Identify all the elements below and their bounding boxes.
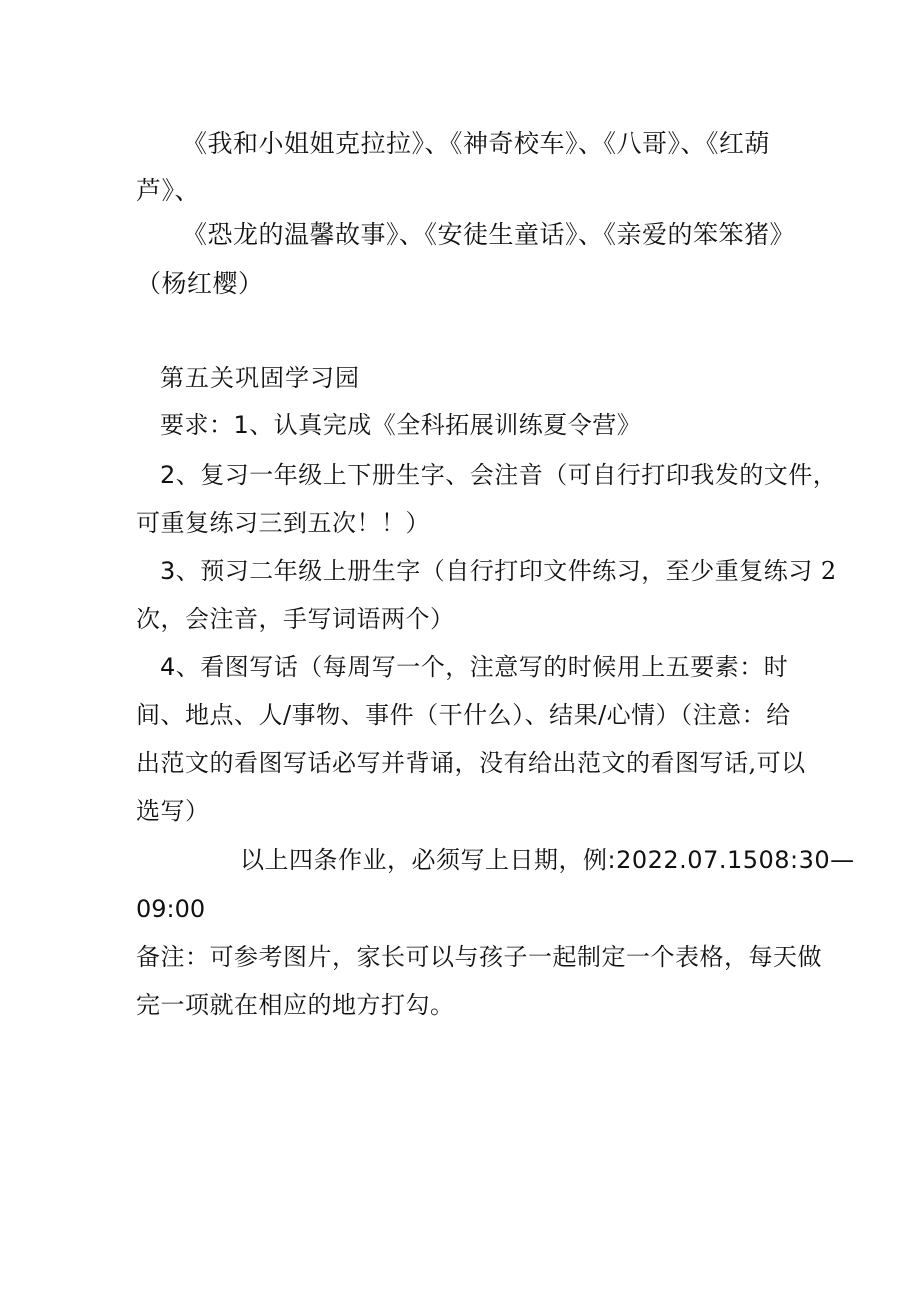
requirement-2-cont: 可重复练习三到五次！！） (136, 509, 430, 537)
requirement-1 (160, 413, 641, 437)
requirement-4-number: 4 (160, 653, 176, 681)
remark-line-1: 备注：可参考图片，家长可以与孩子一起制定一个表格，每天做 (136, 943, 822, 971)
requirement-1-number: 1 (233, 411, 250, 439)
requirement-4-cont-1: 间、地点、人/事物、事件（干什么）、结果/心情）（注意：给 (136, 701, 791, 729)
book-list-line-2: 《恐龙的温馨故事》、《安徒生童话》、《亲爱的笨笨猪》 (182, 220, 796, 249)
date-example: :2022.07.1508:30— (607, 846, 855, 874)
requirement-4 (160, 655, 788, 679)
requirement-2 (160, 463, 837, 487)
requirement-1-text: 、认真完成《全科拓展训练夏令营》 (249, 411, 642, 439)
requirement-3-number: 3 (160, 557, 176, 585)
requirement-4-text: 、看图写话（每周写一个，注意写的时候用上五要素：时 (175, 653, 789, 681)
date-example-cont: 09:00 (136, 895, 206, 923)
requirement-4-cont-2: 出范文的看图写话必写并背诵，没有给出范文的看图写话,可以 (136, 749, 806, 777)
requirement-3-cont: 次，会注音，手写词语两个） (136, 605, 455, 633)
requirement-2-text: 、复习一年级上下册生字、会注音（可自行打印我发的文件， (175, 461, 838, 489)
date-note-text: 以上四条作业，必须写上日期，例 (240, 846, 608, 874)
book-list-author: （杨红樱） (136, 269, 264, 298)
requirement-prefix: 要求： (160, 411, 234, 439)
requirement-4-cont-3: 选写） (136, 797, 210, 825)
remark-line-2: 完一项就在相应的地方打勾。 (136, 991, 455, 1019)
book-list-line-1: 《我和小姐姐克拉拉》、《神奇校车》、《八哥》、《红葫 (182, 129, 771, 158)
requirement-3 (160, 559, 837, 583)
book-list-line-1-cont: 芦》、 (136, 176, 201, 205)
section-title: 第五关巩固学习园 (160, 364, 360, 392)
requirement-3-text: 、预习二年级上册生字（自行打印文件练习，至少重复练习 2 (175, 557, 837, 585)
requirement-2-number: 2 (160, 461, 176, 489)
date-note (240, 848, 855, 872)
